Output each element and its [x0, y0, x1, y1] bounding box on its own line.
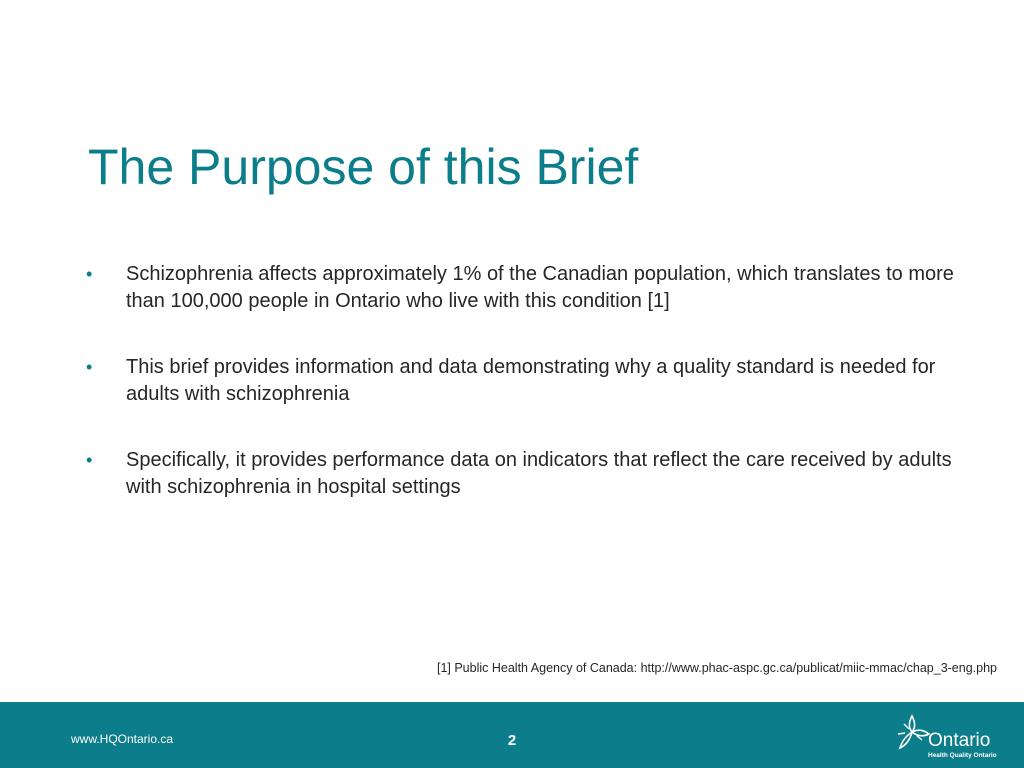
ontario-logo	[892, 712, 1004, 762]
bullet-item	[84, 261, 964, 315]
slide-title: The Purpose of this Brief	[88, 139, 639, 195]
bullet-text: Specifically, it provides performance data on indicators that reflect the care received by adults with schizophrenia in hospital settings	[126, 449, 952, 498]
page-number: 2	[507, 732, 517, 749]
trillium-icon	[892, 712, 932, 752]
bullet-text: This brief provides information and data demonstrating why a quality standard is needed for adults with schizophrenia	[126, 356, 936, 405]
bullet-icon: •	[86, 450, 93, 470]
logo-subtitle: Health Quality Ontario	[928, 752, 997, 759]
bullet-text: Schizophrenia affects approximately 1% of the Canadian population, which translates to more than 100,000 people in Ontario who live with this condition [1]	[126, 263, 954, 312]
logo-wordmark: Ontario	[928, 730, 991, 751]
bullet-icon: •	[86, 264, 93, 284]
bullet-list	[84, 261, 964, 540]
bullet-item	[84, 447, 964, 501]
footer-website-url: www.HQOntario.ca	[71, 732, 174, 746]
bullet-icon: •	[86, 357, 93, 377]
bullet-item	[84, 354, 964, 408]
footer-bar	[0, 702, 1024, 768]
footnote-reference: [1] Public Health Agency of Canada: http://www.phac-aspc.gc.ca/publicat/miic-mmac/chap_3-eng.php	[436, 661, 997, 675]
